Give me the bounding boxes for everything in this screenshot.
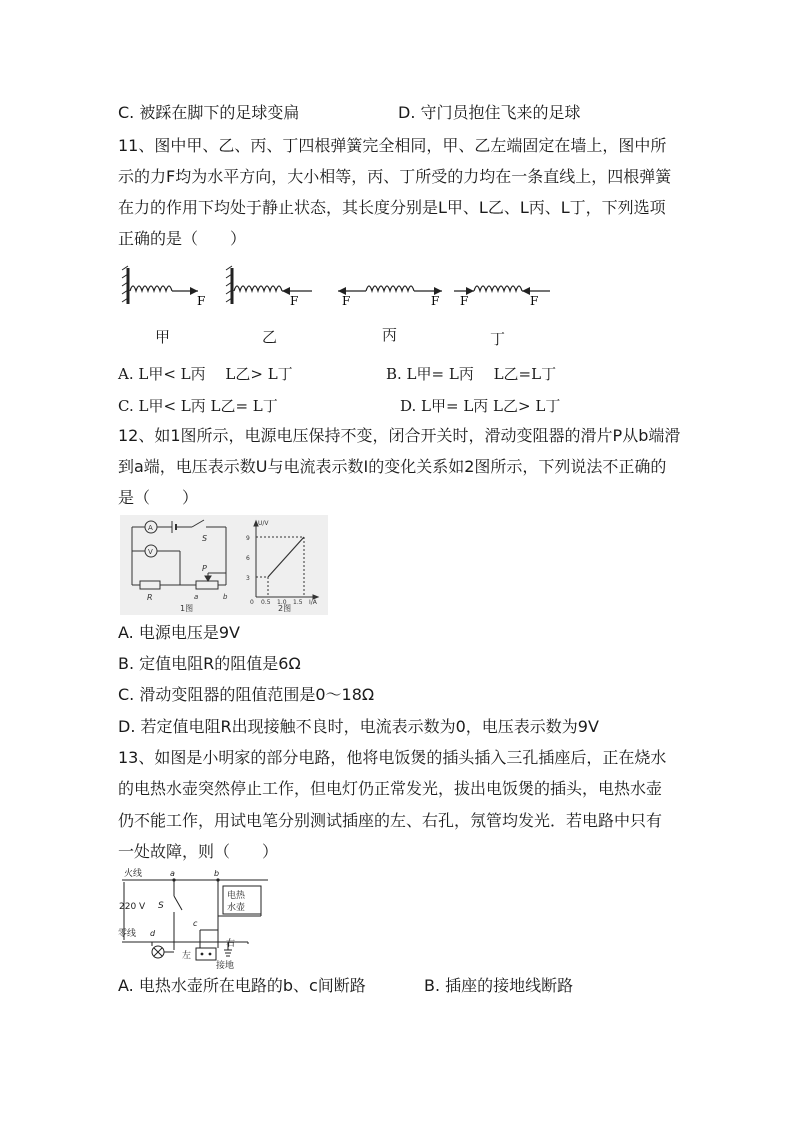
spring-label-jia: 甲: [155, 328, 171, 346]
fig2-caption: 2图: [278, 604, 292, 613]
end-a-label: a: [194, 593, 199, 601]
force-label-bing-left: F: [342, 294, 351, 308]
q13-option-b: B. 插座的接地线断路: [424, 976, 574, 995]
fig1-caption: 1图: [180, 604, 194, 613]
switch-label: S: [202, 534, 208, 543]
graph-origin: 0: [250, 599, 254, 606]
q12-stem-line-1: 12、如1图所示，电源电压保持不变，闭合开关时，滑动变阻器的滑片P从b端滑: [118, 426, 681, 445]
end-b-label: b: [223, 593, 228, 601]
xtick-1-5: 1.5: [293, 599, 303, 606]
q11-option-d: D. L甲= L丙 L乙> L丁: [400, 397, 561, 415]
q13-household-circuit: [118, 866, 278, 971]
q10-option-d: D. 守门员抱住飞来的足球: [398, 103, 581, 122]
xtick-0-5: 0.5: [261, 599, 271, 606]
kettle-label-1: 电热: [227, 891, 246, 901]
switch-s-label: S: [158, 901, 164, 911]
spring-jia: [122, 266, 205, 308]
q12-stem-line-3: 是（ ）: [118, 488, 199, 507]
spring-label-ding: 丁: [490, 330, 506, 348]
ammeter-label: A: [148, 524, 153, 532]
force-label-jia: F: [197, 294, 206, 308]
point-d-label: d: [150, 929, 156, 938]
switch-s-icon: [174, 896, 182, 910]
point-b-label: b: [214, 869, 220, 878]
q11-stem-line-1: 11、图中甲、乙、丙、丁四根弹簧完全相同，甲、乙左端固定在墙上，图中所: [118, 136, 667, 155]
ytick-3: 3: [246, 575, 250, 582]
resistor-label: R: [147, 593, 153, 602]
voltage-label: 220 V: [119, 902, 146, 912]
socket-right-label: 右: [226, 939, 236, 949]
live-wire-label: 火线: [124, 869, 143, 879]
q13-stem-line-2: 的电热水壶突然停止工作，但电灯仍正常发光，拔出电饭煲的插头，电热水壶: [118, 779, 663, 798]
graph-xlabel: I/A: [309, 599, 317, 606]
neutral-wire-label: 零线: [118, 929, 137, 939]
spring-bing: [338, 286, 442, 308]
kettle-label-2: 水壶: [227, 903, 246, 913]
q11-stem-line-3: 在力的作用下均处于静止状态，其长度分别是L甲、L乙、L丙、L丁，下列选项: [118, 198, 666, 217]
spring-yi: [226, 266, 312, 308]
voltmeter-label: V: [148, 548, 153, 556]
q13-stem-line-3: 仍不能工作，用试电笔分别测试插座的左、右孔，氖管均发光．若电路中只有: [118, 811, 663, 830]
q11-option-a: A. L甲< L丙 L乙> L丁: [118, 365, 293, 383]
socket-icon: [196, 948, 216, 960]
spring-label-yi: 乙: [262, 328, 278, 346]
graph-ylabel: U/V: [258, 520, 269, 527]
force-label-ding-right: F: [530, 294, 539, 308]
force-label-bing-right: F: [431, 294, 440, 308]
q12-stem-line-2: 到a端，电压表示数U与电流表示数I的变化关系如2图所示，下列说法不正确的: [118, 457, 667, 476]
ground-label: 接地: [216, 961, 235, 971]
q13-option-a: A. 电热水壶所在电路的b、c间断路: [118, 976, 366, 995]
q11-stem-line-4: 正确的是（ ）: [118, 229, 247, 248]
q12-option-d: D. 若定值电阻R出现接触不良时，电流表示数为0，电压表示数为9V: [118, 717, 599, 736]
q11-option-c: C. L甲< L丙 L乙= L丁: [118, 397, 278, 415]
q11-option-b: B. L甲= L丙 L乙=L丁: [386, 365, 557, 383]
q12-option-a: A. 电源电压是9V: [118, 623, 240, 642]
spring-ding: [454, 286, 550, 308]
q11-stem-line-2: 示的力F均为水平方向，大小相等，丙、丁所受的力均在一条直线上，四根弹簧: [118, 167, 672, 186]
q13-stem-line-1: 13、如图是小明家的部分电路，他将电饭煲的插头插入三孔插座后，正在烧水: [118, 748, 667, 767]
ytick-6: 6: [246, 555, 250, 562]
spring-label-bing: 丙: [382, 326, 398, 344]
q12-option-b: B. 定值电阻R的阻值是6Ω: [118, 654, 301, 673]
point-a-label: a: [170, 869, 175, 878]
q10-option-c: C. 被踩在脚下的足球变扁: [118, 103, 300, 122]
q12-figure: [120, 515, 330, 615]
xtick-1-0: 1.0: [277, 599, 287, 606]
force-label-yi: F: [290, 294, 299, 308]
q13-stem-line-4: 一处故障，则（ ）: [118, 842, 279, 861]
q12-option-c: C. 滑动变阻器的阻值范围是0～18Ω: [118, 685, 375, 704]
slider-label: P: [202, 564, 207, 573]
point-c-label: c: [193, 919, 198, 928]
socket-left-label: 左: [182, 951, 192, 961]
force-label-ding-left: F: [460, 294, 469, 308]
ytick-9: 9: [246, 535, 250, 542]
